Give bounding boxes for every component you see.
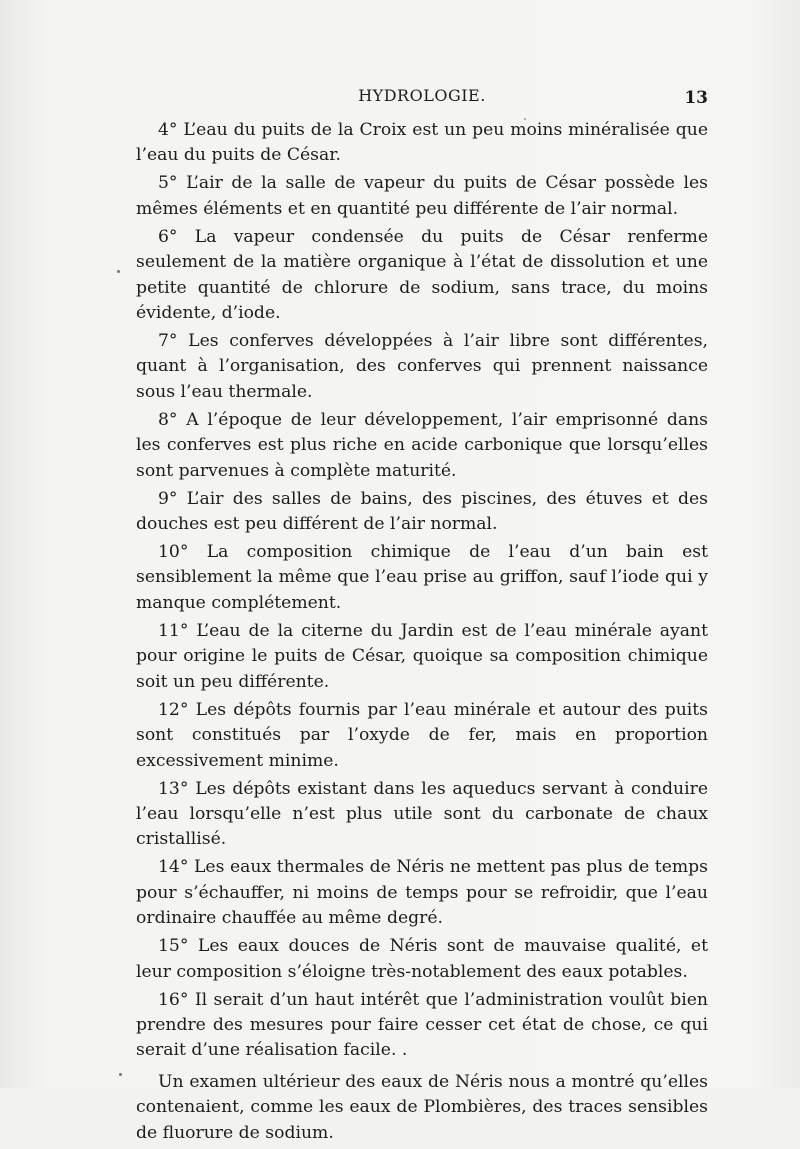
paragraph-conclusion-12: 12° Les dépôts fournis par l’eau minérale et autour des puits sont constitués par l’oxyde de fer, mais en proportion excessivement minime. [136,699,708,771]
paragraph-conclusion-15: 15° Les eaux douces de Néris sont de mauvaise qualité, et leur composition s’éloigne très-notablement des eaux potables. [136,936,708,982]
page-header [136,86,708,110]
paragraph-conclusion-5: 5° L’air de la salle de vapeur du puits de César possède les mêmes éléments et en quantité peu différente de l’air normal. [136,173,708,219]
paragraph-conclusion-6: 6° La vapeur condensée du puits de César renferme seulement de la matière organique à l’état de dissolution et une petite quantité de chlorure de sodium, sans trace, du moins évidente, d’iode. [136,226,708,324]
paragraph-conclusion-7: 7° Les conferves développées à l’air libre sont différentes, quant à l’organisation, des conferves qui prennent naissance sous l’eau thermale. [136,331,708,402]
paragraph-conclusion-4: 4° L’eau du puits de la Croix est un peu moins minéralisée que l’eau du puits de César. [136,120,708,166]
paper-speck [117,270,120,273]
paragraph-conclusion-10: 10° La composition chimique de l’eau d’un bain est sensiblement la même que l’eau prise au griffon, sauf l’iode qui y manque complétement. [136,542,708,613]
running-head: HYDROLOGIE. [358,86,486,105]
body-text [136,118,708,1149]
paragraph-conclusion-9: 9° L’air des salles de bains, des piscines, des étuves et des douches est peu différent de l’air normal. [136,488,708,535]
paragraph-conclusion-14: 14° Les eaux thermales de Néris ne mettent pas plus de temps pour s’échauffer, ni moins de temps pour se refroidir, que l’eau ordinaire chauffée au même degré. [136,857,708,929]
paragraph-closing-note: Un examen ultérieur des eaux de Néris nous a montré qu’elles contenaient, comme les eaux de Plombières, des traces sensibles de fluorure de sodium. [136,1071,708,1143]
paragraph-conclusion-8: 8° A l’époque de leur développement, l’air emprisonné dans les conferves est plus riche en acide carbonique que lorsqu’elles sont parvenues à complète maturité. [136,409,708,481]
page-number: 13 [684,88,708,108]
paper-speck [524,118,526,120]
paragraph-conclusion-11: 11° L’eau de la citerne du Jardin est de l’eau minérale ayant pour origine le puits de César, quoique sa composition chimique soit un peu différente. [136,620,708,692]
paper-speck [119,1073,122,1076]
paragraph-conclusion-16: 16° Il serait d’un haut intérêt que l’administration voulût bien prendre des mesures pour faire cesser cet état de chose, ce qui serait d’une réalisation facile. . [136,989,708,1061]
paragraph-conclusion-13: 13° Les dépôts existant dans les aqueducs servant à conduire l’eau lorsqu’elle n’est plus utile sont du carbonate de chaux cristallisé. [136,778,708,850]
